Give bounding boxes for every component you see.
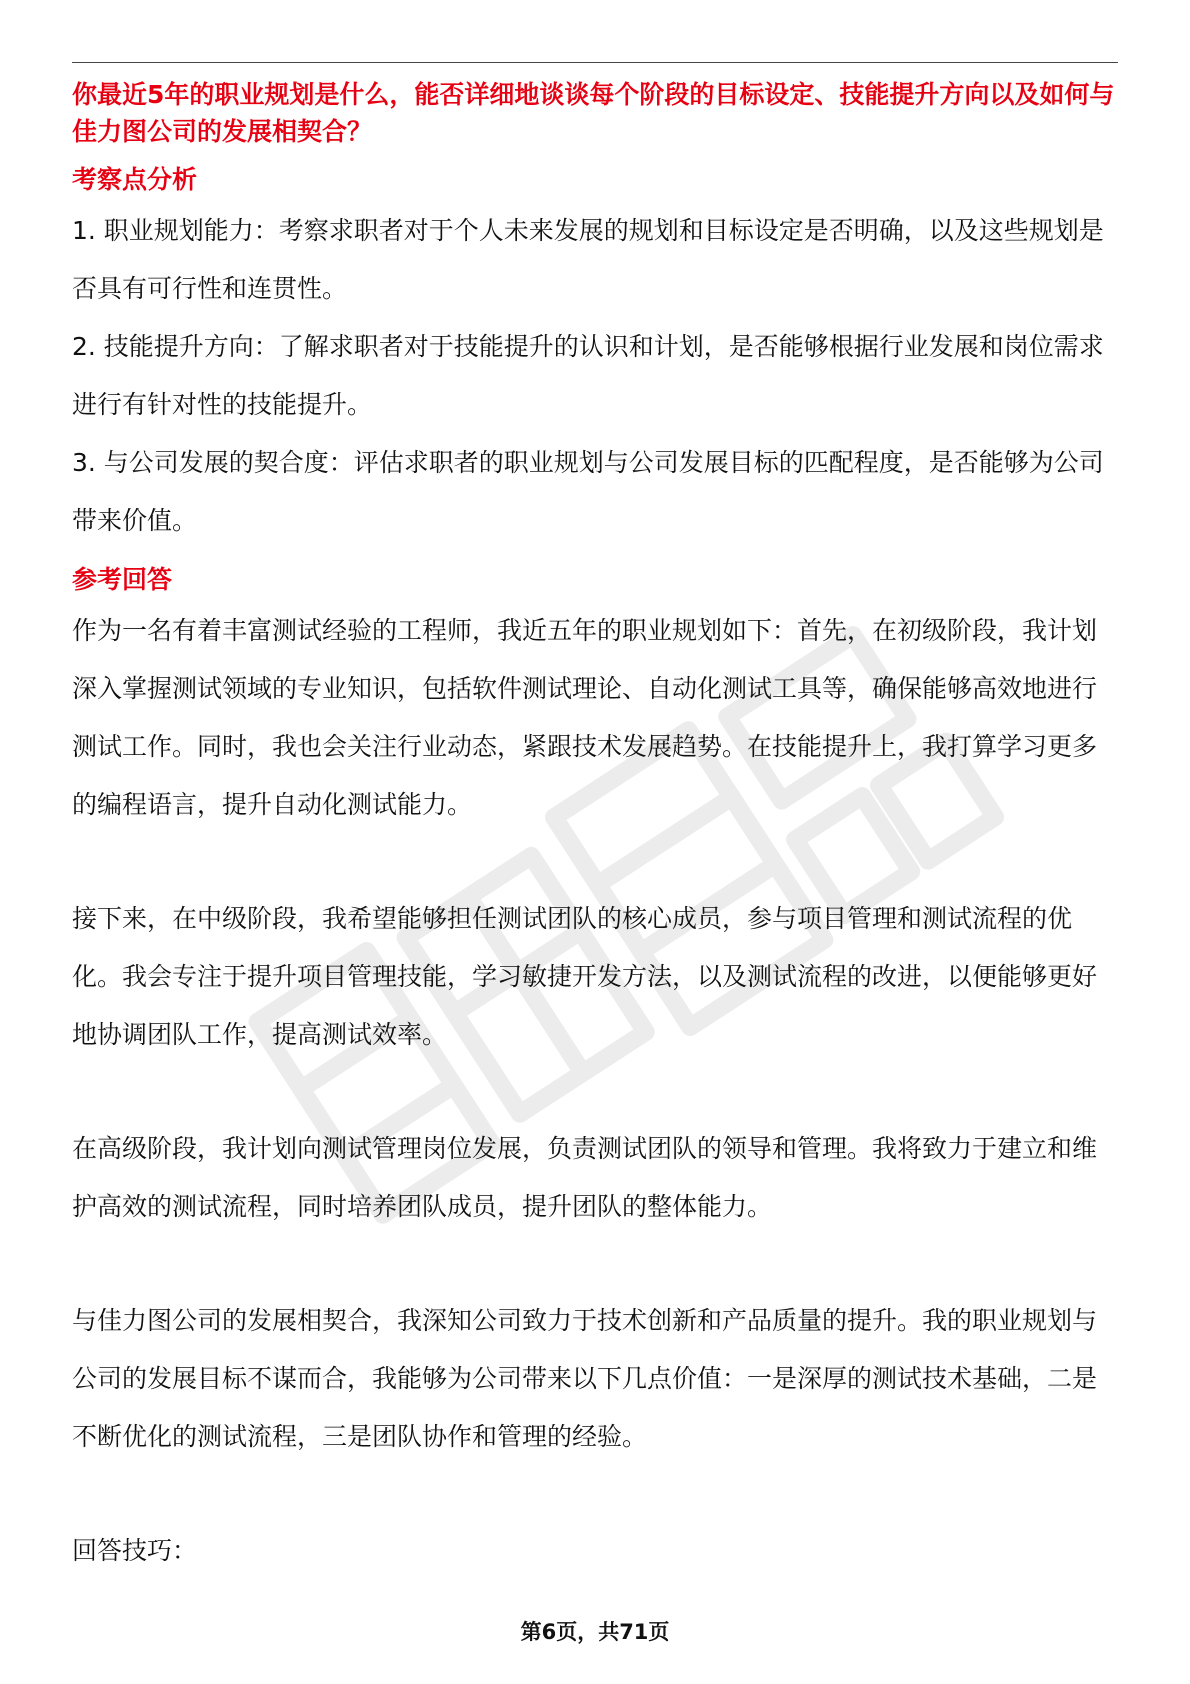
answer-paragraph: 接下来，在中级阶段，我希望能够担任测试团队的核心成员，参与项目管理和测试流程的优化。我会专注于提升项目管理技能，学习敏捷开发方法，以及测试流程的改进，以便能够更好地协调团队工作，提高测试效率。 <box>72 904 1098 1049</box>
answer-section-title: 参考回答 <box>72 565 173 594</box>
question-heading: 你最近5年的职业规划是什么，能否详细地谈谈每个阶段的目标设定、技能提升方向以及如何与佳力图公司的发展相契合？ <box>72 80 1115 146</box>
page-number-footer: 第6页，共71页 <box>520 1620 670 1644</box>
tips-label: 回答技巧： <box>72 1536 198 1565</box>
document-body <box>72 76 1118 1580</box>
analysis-item: 2. 技能提升方向：了解求职者对于技能提升的认识和计划，是否能够根据行业发展和岗位需求进行有针对性的技能提升。 <box>72 332 1104 419</box>
answer-paragraph: 与佳力图公司的发展相契合，我深知公司致力于技术创新和产品质量的提升。我的职业规划与公司的发展目标不谋而合，我能够为公司带来以下几点价值：一是深厚的测试技术基础，二是不断优化的测试流程，三是团队协作和管理的经验。 <box>72 1306 1098 1451</box>
analysis-item: 3. 与公司发展的契合度：评估求职者的职业规划与公司发展目标的匹配程度，是否能够为公司带来价值。 <box>72 448 1104 535</box>
header-divider <box>72 62 1118 63</box>
answer-paragraph: 作为一名有着丰富测试经验的工程师，我近五年的职业规划如下：首先，在初级阶段，我计划深入掌握测试领域的专业知识，包括软件测试理论、自动化测试工具等，确保能够高效地进行测试工作。同时，我也会关注行业动态，紧跟技术发展趋势。在技能提升上，我打算学习更多的编程语言，提升自动化测试能力。 <box>72 616 1098 819</box>
analysis-item: 1. 职业规划能力：考察求职者对于个人未来发展的规划和目标设定是否明确，以及这些规划是否具有可行性和连贯性。 <box>72 216 1104 303</box>
answer-paragraph: 在高级阶段，我计划向测试管理岗位发展，负责测试团队的领导和管理。我将致力于建立和维护高效的测试流程，同时培养团队成员，提升团队的整体能力。 <box>72 1134 1098 1221</box>
analysis-section-title: 考察点分析 <box>72 165 198 194</box>
